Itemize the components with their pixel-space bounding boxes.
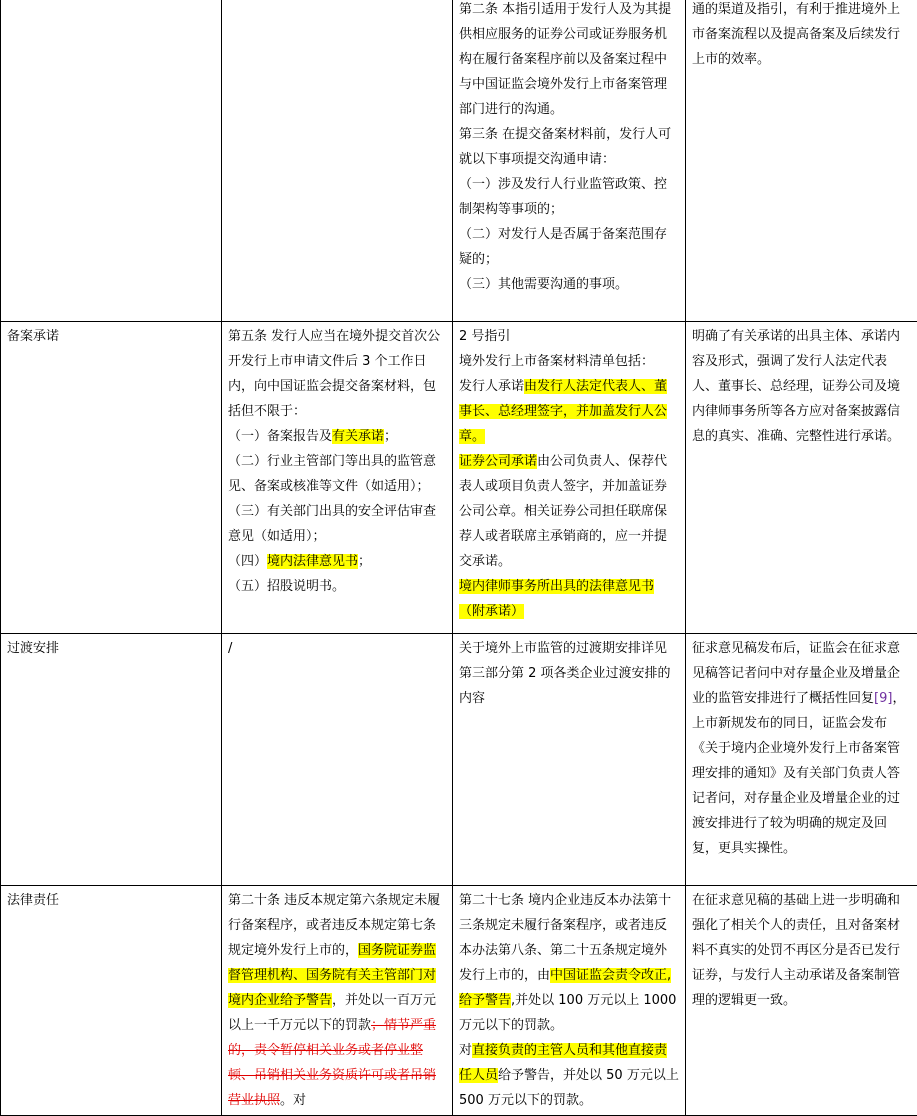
row1-topic-cell bbox=[1, 322, 222, 634]
row1-c2-item5: （五）招股说明书。 bbox=[228, 574, 446, 599]
row1-c2-item4: （四）境内法律意见书； bbox=[228, 549, 446, 574]
topic-label: 法律责任 bbox=[7, 888, 215, 913]
row0-c3-article3: 第三条 在提交备案材料前，发行人可就以下事项提交沟通申请： bbox=[459, 122, 679, 172]
row3-comment-cell bbox=[686, 886, 917, 1116]
row3-c2-text: 第二十条 违反本规定第六条规定未履行备案程序，或者违反本规定第七条规定境外发行上市的，国务院证券监督管理机构、国务院有关主管部门对境内企业给予警告，并处以一百万元以上一千万元以下的罚款；情节严重的，责令暂停相关业务或者停业整顿、吊销相关业务资质许可或者吊销营业执照。对 bbox=[228, 888, 446, 1113]
row1-c2-intro: 第五条 发行人应当在境外提交首次公开发行上市申请文件后 3 个工作日内，向中国证监会提交备案材料，包括但不限于： bbox=[228, 324, 446, 424]
row1-c3-para1: 发行人承诺由发行人法定代表人、董事长、总经理签字，并加盖发行人公章。 bbox=[459, 374, 679, 449]
row2-new-rule-cell bbox=[453, 634, 686, 886]
row2-c3-text: 关于境外上市监管的过渡期安排详见第三部分第 2 项各类企业过渡安排的内容 bbox=[459, 636, 679, 711]
row1-c2-item3: （三）有关部门出具的安全评估审查意见（如适用）； bbox=[228, 499, 446, 549]
row0-new-rule-cell bbox=[453, 0, 686, 322]
highlight: 国务院证券监督管理机构、国务院有关主管部门对境内企业给予警告 bbox=[228, 943, 436, 1008]
row1-old-rule-cell bbox=[222, 322, 453, 634]
row1-c3-para3 bbox=[459, 574, 679, 624]
row3-topic-cell bbox=[1, 886, 222, 1116]
row1-c3-sub: 境外发行上市备案材料清单包括： bbox=[459, 349, 679, 374]
row1-comment-text: 明确了有关承诺的出具主体、承诺内容及形式，强调了发行人法定代表人、董事长、总经理，证券公司及境内律师事务所等各方应对备案披露信息的真实、准确、完整性进行承诺。 bbox=[692, 324, 911, 449]
row0-c3-item2: （二）对发行人是否属于备案范围存疑的； bbox=[459, 222, 679, 272]
row3-new-rule-cell bbox=[453, 886, 686, 1116]
row1-comment-cell bbox=[686, 322, 917, 634]
table-row bbox=[1, 634, 917, 886]
topic-label: 备案承诺 bbox=[7, 324, 215, 349]
row2-old-rule-cell bbox=[222, 634, 453, 886]
row1-c2-item2: （二）行业主管部门等出具的监管意见、备案或核准等文件（如适用）； bbox=[228, 449, 446, 499]
row3-comment-text: 在征求意见稿的基础上进一步明确和强化了相关个人的责任，且对备案材料不真实的处罚不再区分是否已发行证券，与发行人主动承诺及备案制管理的逻辑更一致。 bbox=[692, 888, 911, 1013]
highlight: 直接负责的主管人员和其他直接责任人员 bbox=[459, 1043, 667, 1083]
topic-label: 过渡安排 bbox=[7, 636, 215, 661]
row2-topic-cell bbox=[1, 634, 222, 886]
row0-comment-cell bbox=[686, 0, 917, 322]
table-row bbox=[1, 0, 917, 322]
table-row bbox=[1, 886, 917, 1116]
row3-old-rule-cell bbox=[222, 886, 453, 1116]
row2-comment-cell bbox=[686, 634, 917, 886]
row1-c2-item1: （一）备案报告及有关承诺； bbox=[228, 424, 446, 449]
row3-c3-text1: 第二十七条 境内企业违反本办法第十三条规定未履行备案程序，或者违反本办法第八条、第二十五条规定境外发行上市的，由中国证监会责令改正,给予警告,并处以 100 万元以上 1000 万元以下的罚款。 bbox=[459, 888, 679, 1038]
row1-new-rule-cell bbox=[453, 322, 686, 634]
row2-comment-text: 征求意见稿发布后，证监会在征求意见稿答记者问中对存量企业及增量企业的监管安排进行了概括性回复[9]，上市新规发布的同日，证监会发布《关于境内企业境外发行上市备案管理安排的通知》及有关部门负责人答记者问，对存量企业及增量企业的过渡安排进行了较为明确的规定及回复，更具实操性。 bbox=[692, 636, 911, 861]
row0-old-rule-cell bbox=[222, 0, 453, 322]
highlight: 境内律师事务所出具的法律意见书（附承诺） bbox=[459, 579, 654, 619]
footnote-link[interactable]: [9] bbox=[874, 691, 892, 706]
table-row bbox=[1, 322, 917, 634]
row0-c3-article2: 第二条 本指引适用于发行人及为其提供相应服务的证券公司或证券服务机构在履行备案程序前以及备案过程中与中国证监会境外发行上市备案管理部门进行的沟通。 bbox=[459, 0, 679, 122]
highlight: 有关承诺 bbox=[332, 429, 384, 444]
row0-comment-text: 通的渠道及指引，有利于推进境外上市备案流程以及提高备案及后续发行上市的效率。 bbox=[692, 0, 911, 72]
highlight: 中国证监会责令改正,给予警告 bbox=[459, 968, 671, 1008]
row0-topic-cell bbox=[1, 0, 222, 322]
row0-c3-item1: （一）涉及发行人行业监管政策、控制架构等事项的； bbox=[459, 172, 679, 222]
row2-c2-slash: / bbox=[228, 636, 446, 661]
row3-c3-text2: 对直接负责的主管人员和其他直接责任人员给予警告，并处以 50 万元以上 500 万元以下的罚款。 bbox=[459, 1038, 679, 1113]
deleted-text: ；情节严重的，责令暂停相关业务或者停业整顿、吊销相关业务资质许可或者吊销营业执照 bbox=[228, 1018, 436, 1108]
row1-c3-para2: 证券公司承诺由公司负责人、保荐代表人或项目负责人签字，并加盖证券公司公章。相关证券公司担任联席保荐人或者联席主承销商的，应一并提交承诺。 bbox=[459, 449, 679, 574]
highlight: 证券公司承诺 bbox=[459, 454, 537, 469]
highlight: 境内法律意见书 bbox=[267, 554, 358, 569]
highlight: 由发行人法定代表人、董事长、总经理签字，并加盖发行人公章。 bbox=[459, 379, 667, 444]
row1-c3-title: 2 号指引 bbox=[459, 324, 679, 349]
row0-c3-item3: （三）其他需要沟通的事项。 bbox=[459, 272, 679, 297]
